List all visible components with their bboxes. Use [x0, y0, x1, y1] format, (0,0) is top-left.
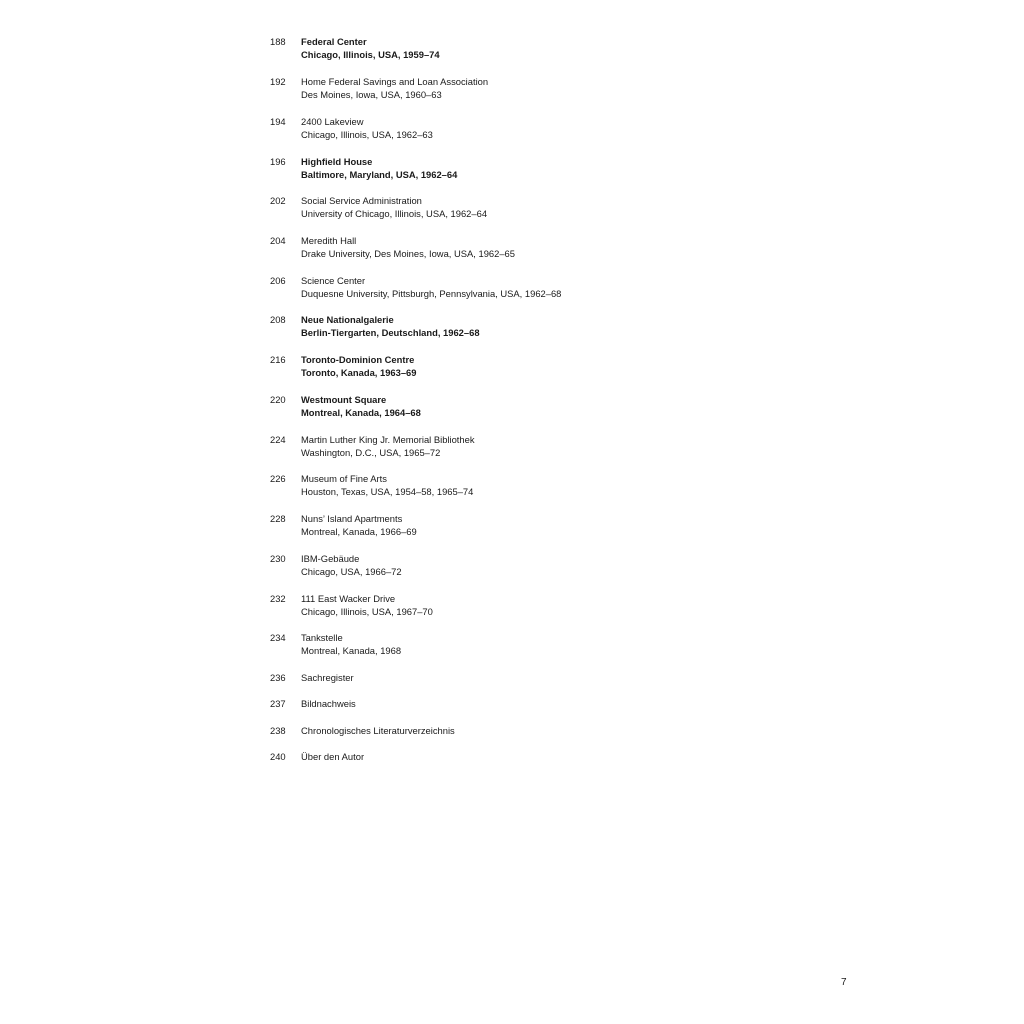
- toc-entry-location: Berlin-Tiergarten, Deutschland, 1962–68: [301, 327, 480, 339]
- toc-entry-title: Federal Center: [301, 36, 367, 47]
- toc-entry-title: 111 East Wacker Drive: [301, 593, 396, 604]
- toc-entry-text: [301, 393, 421, 420]
- toc-entry-title: Martin Luther King Jr. Memorial Bibliothek: [301, 434, 475, 445]
- toc-entry-text: [301, 75, 488, 102]
- toc-entry-title: Nuns’ Island Apartments: [301, 513, 403, 524]
- page-number: 7: [841, 977, 847, 988]
- toc-page-number: 224: [270, 434, 286, 445]
- toc-entry-title: Über den Autor: [301, 751, 365, 762]
- toc-page-number: 208: [270, 314, 286, 325]
- toc-page-number: 192: [270, 76, 286, 87]
- toc-entry-location: Baltimore, Maryland, USA, 1962–64: [301, 169, 458, 181]
- toc-entry-title: Westmount Square: [301, 394, 387, 405]
- toc-page-number: 238: [270, 725, 286, 736]
- toc-entry-title: Highfield House: [301, 156, 373, 167]
- toc-entry-title: Social Service Administration: [301, 195, 422, 206]
- toc-entry-text: [301, 631, 401, 658]
- toc-entry-location: Montreal, Kanada, 1966–69: [301, 526, 417, 538]
- toc-page-number: 196: [270, 156, 286, 167]
- toc-entry-location: Duquesne University, Pittsburgh, Pennsylvania, USA, 1962–68: [301, 288, 562, 300]
- toc-page-number: 236: [270, 672, 286, 683]
- toc-entry-title: Science Center: [301, 275, 366, 286]
- toc-entry-text: [301, 274, 561, 301]
- toc-entry-text: [301, 194, 487, 221]
- toc-entry-title: Toronto-Dominion Centre: [301, 354, 415, 365]
- toc-entry-location: Chicago, Illinois, USA, 1962–63: [301, 129, 433, 141]
- toc-entry-title: Chronologisches Literaturverzeichnis: [301, 725, 455, 736]
- toc-entry-title: 2400 Lakeview: [301, 116, 364, 127]
- toc-entry-title: IBM-Gebäude: [301, 553, 360, 564]
- toc-entry-location: Montreal, Kanada, 1964–68: [301, 407, 421, 419]
- toc-page-number: 188: [270, 36, 286, 47]
- toc-entry-location: Montreal, Kanada, 1968: [301, 645, 402, 657]
- toc-page-number: 216: [270, 354, 286, 365]
- toc-page-number: 226: [270, 473, 286, 484]
- toc-entry-text: [301, 155, 457, 182]
- toc-entry-location: Drake University, Des Moines, Iowa, USA, 1962–65: [301, 248, 515, 260]
- toc-entry-text: [301, 592, 433, 619]
- toc-entry-location: University of Chicago, Illinois, USA, 1962–64: [301, 208, 488, 220]
- toc-entry-text: [301, 512, 417, 539]
- toc-page-number: 220: [270, 394, 286, 405]
- toc-page-number: 234: [270, 632, 286, 643]
- toc-entry-title: Bildnachweis: [301, 698, 356, 709]
- toc-entry-text: [301, 433, 475, 460]
- toc-entry-text: [301, 697, 356, 710]
- toc-entry-title: Meredith Hall: [301, 235, 357, 246]
- toc-entry-text: [301, 552, 402, 579]
- toc-entry-text: [301, 750, 364, 763]
- toc-page-number: 204: [270, 235, 286, 246]
- toc-page-number: 202: [270, 195, 286, 206]
- toc-entry-location: Chicago, Illinois, USA, 1959–74: [301, 49, 440, 61]
- toc-page-number: 206: [270, 275, 286, 286]
- toc-entry-text: [301, 472, 473, 499]
- toc-entry-text: [301, 313, 480, 340]
- toc-entry-title: Tankstelle: [301, 632, 343, 643]
- toc-entry-text: [301, 234, 515, 261]
- toc-entry-title: Neue Nationalgalerie: [301, 314, 394, 325]
- toc-page-number: 232: [270, 593, 286, 604]
- toc-entry-title: Museum of Fine Arts: [301, 473, 387, 484]
- toc-page-number: 228: [270, 513, 286, 524]
- toc-entry-text: [301, 724, 455, 737]
- toc-page-number: 194: [270, 116, 286, 127]
- toc-entry-title: Sachregister: [301, 672, 354, 683]
- toc-entry-title: Home Federal Savings and Loan Association: [301, 76, 489, 87]
- toc-page-number: 237: [270, 698, 286, 709]
- toc-entry-text: [301, 671, 354, 684]
- toc-entry-location: Chicago, USA, 1966–72: [301, 566, 402, 578]
- toc-entry-location: Washington, D.C., USA, 1965–72: [301, 447, 441, 459]
- toc-entry-location: Des Moines, Iowa, USA, 1960–63: [301, 89, 442, 101]
- toc-entry-location: Chicago, Illinois, USA, 1967–70: [301, 606, 433, 618]
- toc-entry-text: [301, 115, 433, 142]
- toc-page-number: 240: [270, 751, 286, 762]
- toc-page-number: 230: [270, 553, 286, 564]
- toc-entry-location: Houston, Texas, USA, 1954–58, 1965–74: [301, 486, 474, 498]
- toc-entry-text: [301, 35, 440, 62]
- toc-entry-location: Toronto, Kanada, 1963–69: [301, 367, 417, 379]
- toc-entry-text: [301, 353, 417, 380]
